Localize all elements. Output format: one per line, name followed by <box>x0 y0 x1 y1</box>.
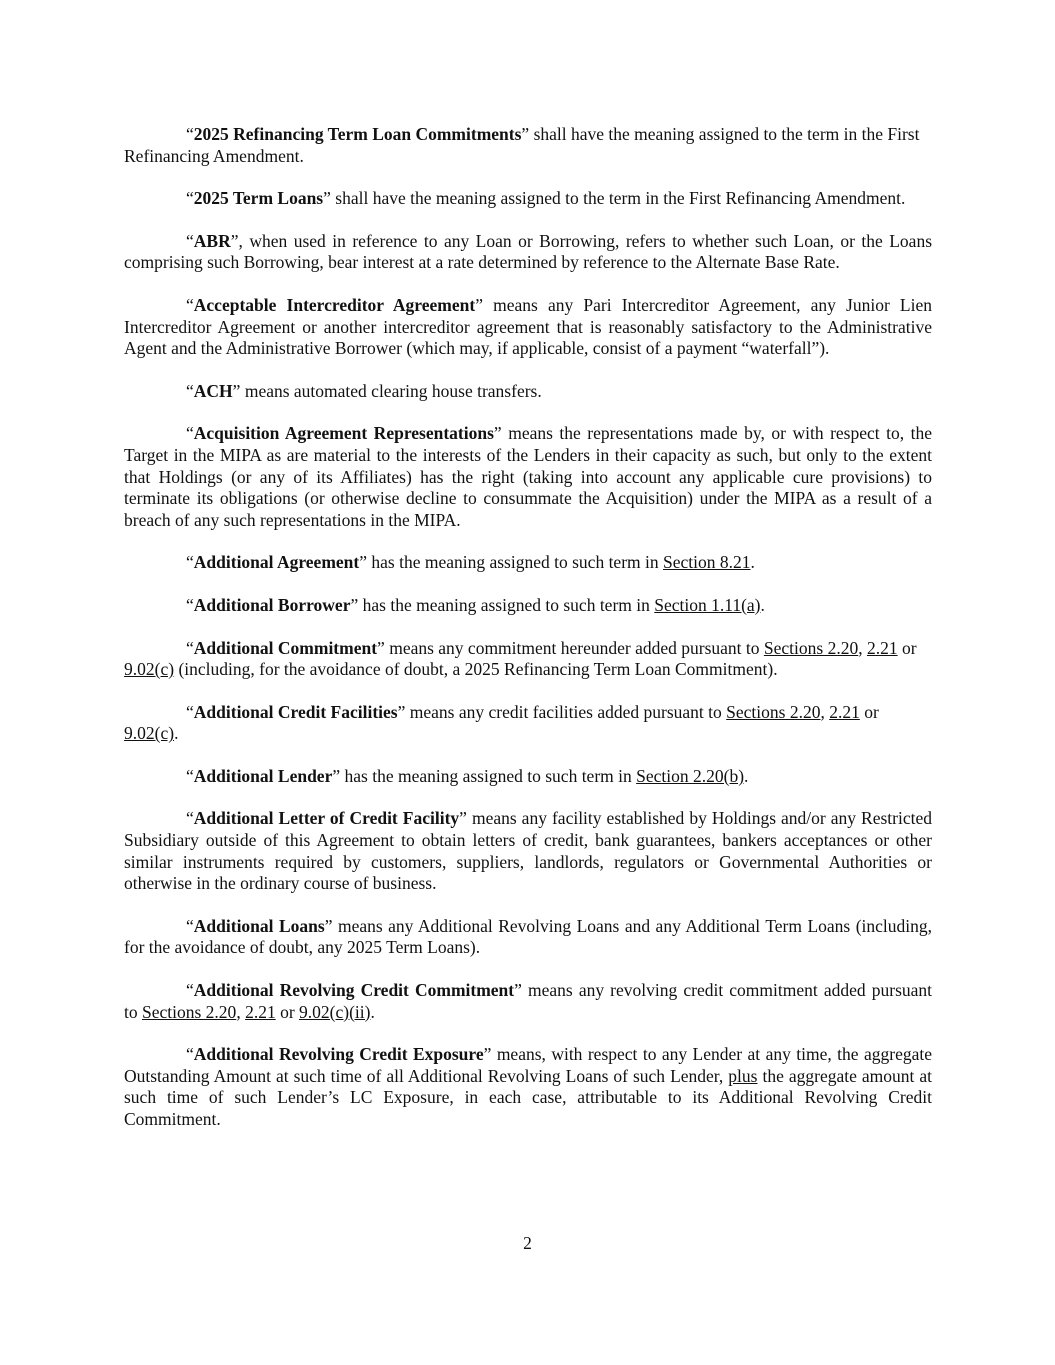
definition-text: means any Pari Intercreditor Agreement, any Junior Lien Intercreditor Agreement or another intercreditor agreement that is reasonably satisfactory to the Administrative Agent and the Administrative Borrower (which may, if applicable, consist of a payment “waterfall”). <box>124 294 932 359</box>
definition-text: means any commitment hereunder added pursuant to <box>384 637 764 658</box>
definition-text: . <box>744 765 749 786</box>
section-reference: 2.21 <box>866 637 898 658</box>
defined-term: Additional Loans <box>193 915 325 936</box>
separator: or <box>897 637 917 658</box>
definition-additional-credit-facilities: “Additional Credit Facilities” means any credit facilities added pursuant to Sections 2.20, 2.21 or 9.02(c). <box>124 701 879 744</box>
defined-term: Additional Credit Facilities <box>193 701 398 722</box>
separator: , <box>236 1001 246 1022</box>
definition-additional-commitment: “Additional Commitment” means any commitment hereunder added pursuant to Sections 2.20, 2.21 or 9.02(c) (including, for the avoidance of doubt, a 2025 Refinancing Term Loan Commitment). <box>124 637 917 680</box>
section-reference: Sections 2.20 <box>142 1001 237 1022</box>
page-number: 2 <box>523 1233 532 1253</box>
defined-term: Additional Letter of Credit Facility <box>193 808 460 829</box>
definition-text: the aggregate amount at such time of such Lender’s LC Exposure, in each case, attributable to its Additional Revolving Credit Commitment. <box>124 1065 932 1129</box>
definition-text: shall have the meaning assigned to the term in the First Refinancing Amendment. <box>124 124 920 166</box>
definition-acceptable-intercreditor-agreement: “Acceptable Intercreditor Agreement” means any Pari Intercreditor Agreement, any Junior Lien Intercreditor Agreement or another intercreditor agreement that is reasonably satisfactory to the Administrative Agent and the Administrative Borrower (which may, if applicable, consist of a payment “waterfall”). <box>124 294 932 359</box>
definition-text: has the meaning assigned to such term in <box>367 552 663 573</box>
defined-term: 2025 Refinancing Term Loan Commitments <box>193 124 522 144</box>
section-reference: Section 8.21 <box>663 552 751 573</box>
section-reference: 2.21 <box>829 701 860 722</box>
definition-text: . <box>370 1001 375 1022</box>
separator: or <box>275 1001 300 1022</box>
definition-additional-borrower: “Additional Borrower” has the meaning assigned to such term in Section 1.11(a). <box>186 594 765 615</box>
section-reference: Section 2.20(b) <box>636 765 745 786</box>
definition-text: . <box>760 594 765 615</box>
document-page <box>124 124 932 1152</box>
defined-term: 2025 Term Loans <box>193 188 324 209</box>
separator: , <box>820 701 830 722</box>
definition-text: (including, for the avoidance of doubt, a 2025 Refinancing Term Loan Commitment). <box>174 659 778 680</box>
definition-ach: “ACH” means automated clearing house transfers. <box>186 380 542 401</box>
definition-additional-letter-of-credit-facility: “Additional Letter of Credit Facility” means any facility established by Holdings and/or any Restricted Subsidiary outside of this Agreement to obtain letters of credit, bank guarantees, bankers acceptances or other similar instruments required by customers, suppliers, landlords, regulators or Governmental Authorities or otherwise in the ordinary course of business. <box>124 808 932 894</box>
defined-term: Additional Revolving Credit Exposure <box>193 1044 484 1065</box>
definition-text: shall have the meaning assigned to the term in the First Refinancing Amendment. <box>330 188 906 209</box>
definition-text: , when used in reference to any Loan or Borrowing, refers to whether such Loan, or the Loans comprising such Borrowing, bear interest at a rate determined by reference to the Alternate Base Rate. <box>124 230 932 273</box>
definition-text: means any Additional Revolving Loans and any Additional Term Loans (including, for the avoidance of doubt, any 2025 Term Loans). <box>124 915 932 958</box>
definition-text: has the meaning assigned to such term in <box>340 765 637 786</box>
defined-term: Additional Revolving Credit Commitment <box>193 980 515 1001</box>
section-reference: Sections 2.20 <box>763 637 859 658</box>
definition-text: means any facility established by Holdings and/or any Restricted Subsidiary outside of this Agreement to obtain letters of credit, bank guarantees, bankers acceptances or other similar instruments required by customers, suppliers, landlords, regulators or Governmental Authorities or otherwise in the ordinary course of business. <box>124 808 932 894</box>
defined-term: ACH <box>193 380 233 401</box>
section-reference: 2.21 <box>245 1001 276 1022</box>
emphasis-underline: plus <box>728 1065 758 1086</box>
definition-additional-revolving-credit-commitment: “Additional Revolving Credit Commitment” means any revolving credit commitment added pursuant to Sections 2.20, 2.21 or 9.02(c)(ii). <box>124 980 933 1022</box>
definition-text: . <box>750 552 755 573</box>
definition-text: . <box>174 723 179 744</box>
defined-term: Additional Agreement <box>193 552 360 573</box>
definition-acquisition-agreement-representations: “Acquisition Agreement Representations” means the representations made by, or with respect to, the Target in the MIPA as are material to the interests of the Lenders in their capacity as such, but only to the extent that Holdings (or any of its Affiliates) has the right (taking into account any applicable cure provisions) to terminate its obligations (or otherwise decline to consummate the Acquisition) under the MIPA as a result of a breach of any such representations in the MIPA. <box>124 423 933 530</box>
definition-additional-lender: “Additional Lender” has the meaning assigned to such term in Section 2.20(b). <box>186 765 749 786</box>
section-reference: Sections 2.20 <box>726 701 821 722</box>
definition-text: means any revolving credit commitment added pursuant to <box>124 980 933 1022</box>
defined-term: Additional Lender <box>193 765 333 786</box>
definition-additional-loans: “Additional Loans” means any Additional Revolving Loans and any Additional Term Loans (including, for the avoidance of doubt, any 2025 Term Loans). <box>124 915 932 958</box>
section-reference: 9.02(c)(ii) <box>299 1001 371 1022</box>
definition-2025-term-loans: “2025 Term Loans” shall have the meaning assigned to the term in the First Refinancing Amendment. <box>186 188 906 209</box>
definition-text: has the meaning assigned to such term in <box>358 594 655 615</box>
defined-term: ABR <box>193 230 231 251</box>
defined-term: Acceptable Intercreditor Agreement <box>193 294 476 315</box>
section-reference: Section 1.11(a) <box>654 594 761 615</box>
section-reference: 9.02(c) <box>124 659 175 680</box>
definition-text: means, with respect to any Lender at any time, the aggregate Outstanding Amount at such time of all Additional Revolving Loans of such Lender, <box>124 1044 932 1086</box>
separator: or <box>859 701 879 722</box>
defined-term: Additional Borrower <box>193 594 351 615</box>
definition-additional-agreement: “Additional Agreement” has the meaning assigned to such term in Section 8.21. <box>186 552 755 573</box>
separator: , <box>858 637 867 658</box>
defined-term: Acquisition Agreement Representations <box>193 423 494 444</box>
definition-abr: “ABR”, when used in reference to any Loan or Borrowing, refers to whether such Loan, or the Loans comprising such Borrowing, bear interest at a rate determined by reference to the Alternate Base Rate. <box>124 230 932 273</box>
definition-additional-revolving-credit-exposure: “Additional Revolving Credit Exposure” means, with respect to any Lender at any time, the aggregate Outstanding Amount at such time of all Additional Revolving Loans of such Lender, plus the aggregate amount at such time of such Lender’s LC Exposure, in each case, attributable to its Additional Revolving Credit Commitment. <box>124 1044 932 1129</box>
definition-text: means the representations made by, or with respect to, the Target in the MIPA as are material to the interests of the Lenders in their capacity as such, but only to the extent that Holdings (or any of its Affiliates) has the right (taking into account any applicable cure provisions) to terminate its obligations (or otherwise decline to consummate the Acquisition) under the MIPA as a result of a breach of any such representations in the MIPA. <box>124 423 933 530</box>
section-reference: 9.02(c) <box>124 723 175 744</box>
definition-text: means any credit facilities added pursuant to <box>405 701 727 722</box>
definition-text: means automated clearing house transfers. <box>240 380 542 401</box>
defined-term: Additional Commitment <box>193 637 378 658</box>
definition-2025-refinancing-term-loan-commitments: “2025 Refinancing Term Loan Commitments” shall have the meaning assigned to the term in the First Refinancing Amendment. <box>124 124 920 166</box>
